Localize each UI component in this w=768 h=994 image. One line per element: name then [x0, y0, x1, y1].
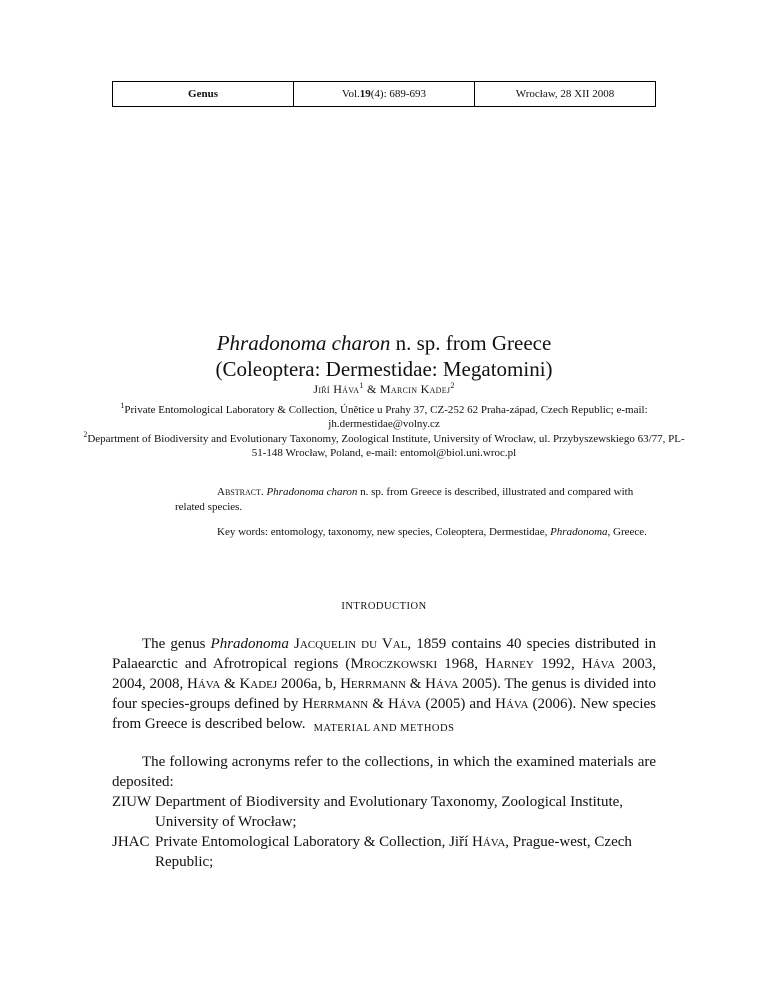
paper-title: Phradonoma charon n. sp. from Greece (Coleoptera: Dermestidae: Megatomini): [215, 331, 553, 381]
acronym-description: Private Entomological Laboratory & Collection, Jiří Háva, Prague-west, Czech Republic;: [155, 834, 632, 870]
abstract-text: Abstract. Phradonoma charon n. sp. from Greece is described, illustrated and compared with related species.: [175, 486, 634, 513]
journal-place-date: Wrocław, 28 XII 2008: [515, 88, 615, 100]
affiliation-1: $^1$Private Entomological Laboratory & Collection, Únětice u Prahy 37, CZ-252 62 Praha-západ, Czech Republic; e-mail: jh.dermestidae@volny.cz: [120, 401, 648, 430]
introduction-heading: INTRODUCTION: [341, 601, 427, 612]
affiliation-2: $^2$Department of Biodiversity and Evolutionary Taxonomy, Zoological Institute, University of Wrocław, ul. Przybyszewskiego 63/77, PL-51-148 Wrocław, Poland, e-mail: entomol@biol.uni.wroc.pl: [83, 430, 685, 459]
acronym-code: JHAC: [112, 834, 150, 850]
acronym-description: Department of Biodiversity and Evolutionary Taxonomy, Zoological Institute, University of Wrocław;: [155, 794, 624, 830]
acronym-code: ZIUW: [112, 794, 152, 810]
abstract: [175, 485, 665, 550]
journal-volume: Vol. 19 (4): 689-693: [294, 82, 475, 106]
list-item: [112, 832, 656, 872]
authors: Jiří Háva$^1$ & Marcin Kadej$^2$: [313, 381, 455, 396]
journal-header-table: [112, 81, 656, 107]
methods-heading: MATERIAL AND METHODS: [313, 723, 455, 734]
introduction-paragraph: The genus Phradonoma Jacquelin du Val, 1859 contains 40 species distributed in Palaearctic and Afrotropical regions (Mroczkowski 1968, Harney 1992, Háva 2003, 2004, 2008, Háva & Kadej 2006a, b, Herrmann & Háva 2005). The genus is divided into four species-groups defined by Herrmann & Háva (2005) and Háva (2006). New species from Greece is described below.: [112, 636, 657, 732]
keywords: Key words: entomology, taxonomy, new species, Coleoptera, Dermestidae, Phradonoma, Greece.: [217, 526, 647, 538]
list-item: [112, 792, 656, 832]
journal-name: Genus: [113, 82, 294, 106]
methods-paragraph: The following acronyms refer to the collections, in which the examined materials are deposited:: [112, 754, 656, 790]
acronym-list: [112, 792, 656, 872]
